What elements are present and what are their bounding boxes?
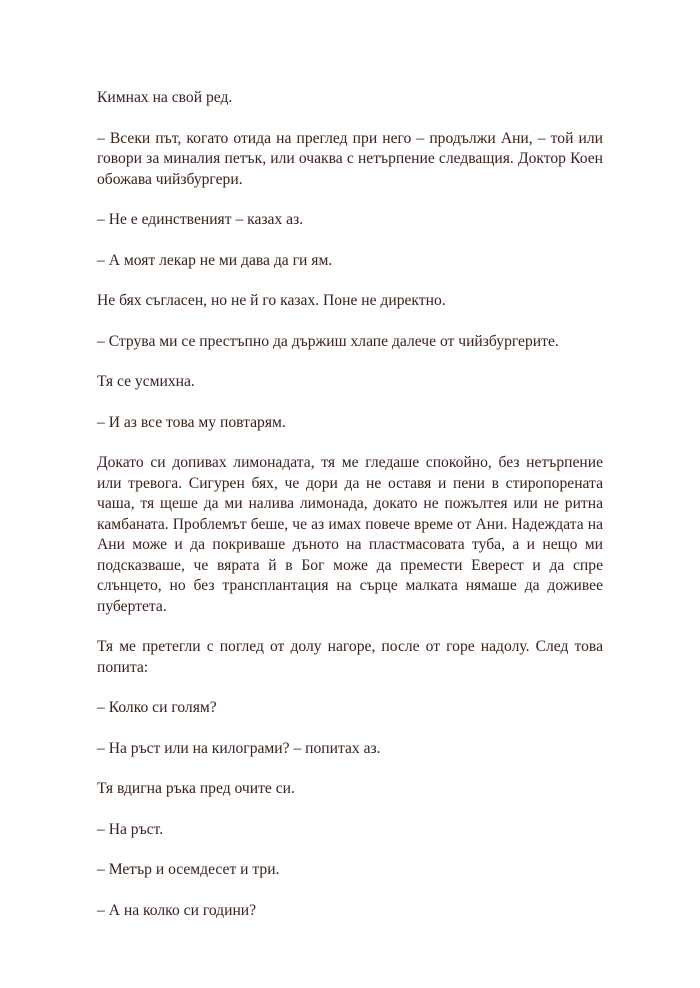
paragraph-1: Кимнах на свой ред. xyxy=(97,89,233,106)
paragraph-2: – Всеки път, когато отида на преглед при него – продължи Ани, – той или говори за миналия петък, или очаква с нетърпение следващия. Доктор Коен обожава чийзбургери. xyxy=(97,129,603,188)
paragraph-15: – Метър и осемдесет и три. xyxy=(97,861,280,878)
paragraph-10: Тя ме претегли с поглед от долу нагоре, после от горе надолу. След това попита: xyxy=(97,638,603,676)
paragraph-3: – Не е единственият – казах аз. xyxy=(97,211,304,228)
paragraph-12: – На ръст или на килограми? – попитах аз. xyxy=(97,739,381,757)
paragraph-13: Тя вдигна ръка пред очите си. xyxy=(97,780,295,797)
paragraph-11: – Колко си голям? xyxy=(97,699,217,716)
paragraph-14: – На ръст. xyxy=(97,820,164,838)
paragraph-8: – И аз все това му повтарям. xyxy=(97,413,286,431)
paragraph-9: Докато си допивах лимонадата, тя ме гледаше спокойно, без нетърпение или тревога. Сигурен бях, че дори да не оставя и пени в стиропорената чаша, тя щеше да ми налива лимонада, докато не пожълтея или не ритна камбаната. Проблемът беше, че аз имах повече време от Ани. Надеждата на Ани може и да покриваше дъното на пластмасовата туба, а и нещо ми подсказваше, че вярата й в Бог може да премести Еверест и да спре слънцето, но без трансплантация на сърце малката нямаше да доживее пубертета. xyxy=(97,454,603,615)
paragraph-5: Не бях съгласен, но не й го казах. Поне не директно. xyxy=(97,292,446,309)
paragraph-7: Тя се усмихна. xyxy=(97,373,195,390)
body-text xyxy=(97,88,603,941)
paragraph-4: – А моят лекар не ми дава да ги ям. xyxy=(97,251,333,269)
paragraph-16: – А на колко си години? xyxy=(97,901,257,919)
paragraph-6: – Струва ми се престъпно да държиш хлапе далече от чийзбургерите. xyxy=(97,332,559,350)
